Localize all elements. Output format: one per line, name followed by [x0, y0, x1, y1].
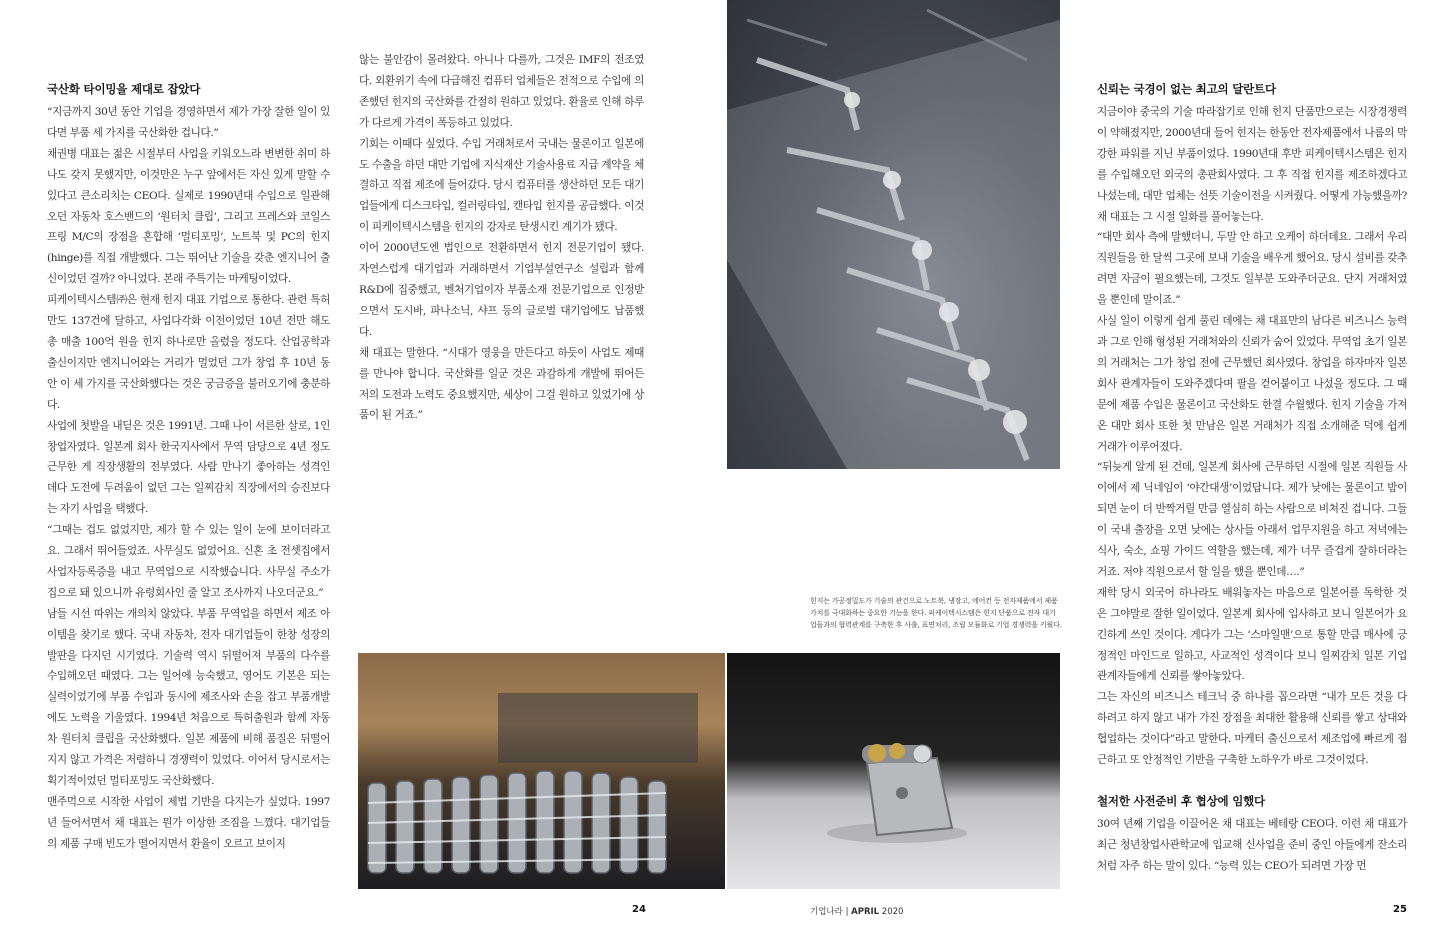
- single-hinge-photo: [727, 653, 1060, 889]
- paragraph: 지금이야 중국의 기술 따라잡기로 인해 힌지 단품만으로는 시장경쟁력이 약해졌지만, 2000년대 들어 힌지는 한동안 전자제품에서 나름의 막강한 파워를 지닌 부품이었다. 1990년대 후반 피케이텍시스템은 힌지를 수입해오던 외국의 총판회사였다. 그 후 직접 힌지를 제조하겠다고 나섰는데, 대만 업체는 선뜻 기술이전을 시켜줬다. 어떻게 가능했을까? 채 대표는 그 시절 일화를 풀어놓는다.: [1097, 106, 1407, 223]
- page-number-right: 25: [1393, 904, 1407, 915]
- article-column-3: [1097, 78, 1407, 877]
- paragraph: 기회는 이때다 싶었다. 수입 거래처로서 국내는 물론이고 일본에도 수출을 하던 대만 기업에 지식재산 기술사용료 지급 계약을 체결하고 직접 제조에 들어갔다. 당시 컴퓨터를 생산하던 모든 대기업들에게 디스크타입, 컬러링타입, 캔타입 힌지를 공급했다. 이것이 피케이텍시스템을 힌지의 강자로 탄생시킨 계기가 됐다.: [359, 137, 644, 234]
- magazine-name: 기업나라: [810, 907, 843, 917]
- spring-coils-photo: [358, 653, 725, 889]
- section-heading: 신뢰는 국경이 없는 최고의 달란트다: [1097, 82, 1276, 96]
- issue-month: APRIL: [851, 907, 880, 917]
- hinge-parts-photo: [727, 0, 1060, 469]
- paragraph: 사실 일이 이렇게 쉽게 풀린 데에는 채 대표만의 남다른 비즈니스 능력과 그로 인해 형성된 거래처와의 신뢰가 숨어 있었다. 무역업 초기 일본의 거래처는 그가 창업 전에 근무했던 회사였다. 창업을 하자마자 일본 회사 관계자들이 도와주겠다며 팔을 걷어붙이고 나섰을 정도다. 그 때문에 제품 수입은 물론이고 국산화도 한결 수월했다. 힌지 기술을 가져온 대만 회사 또한 첫 만남은 일본 거래처가 직접 소개해준 덕에 쉽게 거래가 이루어졌다.: [1097, 315, 1407, 453]
- paragraph: 남들 시선 따위는 개의치 않았다. 부품 무역업을 하면서 제조 아이템을 찾기로 했다. 국내 자동차, 전자 대기업들이 한창 성장의 발판을 다지던 시기였다. 기술력 역시 뒤떨어져 부품의 다수를 수입해오던 때였다. 그는 일어에 능숙했고, 영어도 기본은 되는 실력이었기에 부품 수입과 동시에 제조사와 손을 잡고 부품개발에도 노력을 기울였다. 1994년 처음으로 특허출원과 함께 자동차 원터치 클립을 국산화했다. 일본 제품에 비해 품질은 뒤떨어지지 않고 가격은 저렴하니 경쟁력이 있었다. 이어서 당시로서는 획기적이었던 멀티포밍도 국산화했다.: [47, 607, 330, 787]
- article-column-1: [47, 78, 330, 855]
- paragraph: 않는 불안감이 몰려왔다. 아니나 다를까, 그것은 IMF의 전조였다. 외환위기 속에 다급해진 컴퓨터 업체들은 전적으로 수입에 의존했던 힌지의 국산화를 간절히 원하고 있었다. 환율로 인해 하루가 다르게 가격이 폭등하고 있었다.: [359, 54, 644, 129]
- paragraph: 이어 2000년도엔 법인으로 전환하면서 힌지 전문기업이 됐다. 자연스럽게 대기업과 거래하면서 기업부설연구소 설립과 함께 R&D에 집중했고, 벤처기업이자 부품소재 전문기업으로 인정받으면서 도시바, 파나소닉, 샤프 등의 글로벌 대기업에도 납품했다.: [359, 242, 644, 338]
- paragraph: 채권병 대표는 젊은 시절부터 사업을 키워오느라 변변한 취미 하나도 갖지 못했지만, 이것만은 누구 앞에서든 자신 있게 말할 수 있다고 큰소리치는 CEO다. 실제로 1990년대 수입으로 일관해오던 자동차 호스밴드의 ‘원터치 클립’, 그리고 프레스와 코일스프링 M/C의 장점을 혼합해 ‘멀티포밍’, 노트북 및 PC의 힌지(hinge)를 직접 개발했다. 그는 뛰어난 기술을 갖춘 엔지니어 출신이었던 걸까? 아니었다. 본래 주특기는 마케팅이었다.: [47, 147, 330, 286]
- paragraph: “대만 회사 측에 말했더니, 두말 안 하고 오케이 하더데요. 그래서 우리 직원들을 한 달씩 그곳에 보내 기술을 배우게 했어요. 당시 설비를 갖추려면 자금이 필요했는데, 그것도 일부분 도와주더군요. 단지 거래처였을 뿐인데 말이죠.”: [1097, 231, 1407, 307]
- paragraph: “뒤늦게 알게 된 건데, 일본계 회사에 근무하던 시절에 일본 직원들 사이에서 제 닉네임이 ‘야간대생’이었답니다. 제가 낮에는 물론이고 밤이 되면 눈이 더 반짝거릴 만큼 열심히 하는 사람으로 비쳐진 겁니다. 그들이 국내 출장을 오면 낮에는 상사들 아래서 업무지원을 하고 저녁에는 식사, 숙소, 쇼핑 가이드 역할을 했는데, 제가 너무 즐겁게 잘하더라는 거죠. 저야 직원으로서 할 일을 했을 뿐인데….”: [1097, 461, 1407, 578]
- paragraph: 채 대표는 말한다. “시대가 영웅을 만든다고 하듯이 사업도 제때를 만나야 합니다. 국산화를 일군 것은 과감하게 개발에 뛰어든 저의 도전과 노력도 중요했지만, 세상이 그걸 원하고 있었기에 상품이 된 거죠.”: [359, 346, 644, 422]
- section-heading: 국산화 타이밍을 제대로 잡았다: [47, 82, 201, 96]
- paragraph: “그때는 겁도 없었지만, 제가 할 수 있는 일이 눈에 보이더라고요. 그래서 뛰어들었죠. 사무실도 없었어요. 신혼 초 전셋집에서 사업자등록증을 내고 무역업으로 시작했습니다. 사무실 주소가 집으로 돼 있으니까 유령회사인 줄 알고 조사까지 나오더군요.”: [47, 524, 330, 599]
- folio-separator: |: [845, 907, 849, 917]
- hinge-parts-illustration: [727, 0, 1060, 469]
- paragraph: “지금까지 30년 동안 기업을 경영하면서 제가 가장 잘한 일이 있다면 부품 세 가지를 국산화한 겁니다.”: [47, 106, 330, 139]
- spring-coils-illustration: [358, 653, 725, 889]
- paragraph: 30여 년째 기업을 이끌어온 채 대표는 베테랑 CEO다. 이런 채 대표가 최근 청년창업사관학교에 입교해 신사업을 준비 중인 아들에게 잔소리처럼 자주 하는 말이 있다. “능력 있는 CEO가 되려면 가장 먼: [1097, 818, 1407, 872]
- paragraph: 그는 자신의 비즈니스 테크닉 중 하나를 꼽으라면 “내가 모든 것을 다 하려고 하지 않고 내가 가진 장점을 최대한 활용해 신뢰를 쌓고 상대와 협업하는 것이다”라고 말한다. 마케터 출신으로서 제조업에 빠르게 접근하고 또 안정적인 기반을 구축한 노하우가 바로 그것이었다.: [1097, 691, 1407, 767]
- issue-year: 2020: [881, 907, 904, 917]
- section-heading: 철저한 사전준비 후 협상에 임했다: [1097, 794, 1265, 808]
- photo-caption: 힌지는 가공정밀도가 기술의 관건으로 노트북, 냉장고, 에어컨 등 전자제품에서 제품 가치를 극대화하는 중요한 기능을 한다. 피케이텍시스템은 힌지 단품으로 전자 대기업들과의 협력관계를 구축한 후 사출, 표면처리, 조립 모듈화로 기업 경쟁력을 키웠다.: [810, 597, 1062, 630]
- paragraph: 사업에 첫발을 내딛은 것은 1991년. 그때 나이 서른한 살로, 1인 창업자였다. 일본계 회사 한국지사에서 무역 담당으로 4년 정도 근무한 게 직장생활의 전부였다. 사람 만나기 좋아하는 성격인 데다 도전에 두려움이 없던 그는 일찌감치 직장에서의 승진보다는 자기 사업을 택했다.: [47, 419, 330, 516]
- single-hinge-illustration: [727, 653, 1060, 889]
- article-column-2: [359, 50, 644, 426]
- paragraph: 맨주먹으로 시작한 사업이 제법 기반을 다지는가 싶었다. 1997년 들어서면서 채 대표는 뭔가 이상한 조짐을 느꼈다. 대기업들의 제품 구매 빈도가 떨어지면서 환율이 오르고 보이지: [47, 795, 330, 850]
- page-number-left: 24: [632, 904, 646, 915]
- paragraph: 피케이텍시스템㈜은 현재 힌지 대표 기업으로 통한다. 관련 특허만도 137건에 달하고, 사업다각화 이전이었던 10년 전만 해도 총 매출 100억 원을 힌지 하나로만 올렸을 정도다. 산업공학과 출신이지만 엔지니어와는 거리가 멀었던 그가 창업 후 10년 동안 이 세 가지를 국산화했다는 것은 궁금증을 불러오기에 충분하다.: [47, 294, 330, 411]
- magazine-folio: [810, 905, 903, 917]
- paragraph: 재학 당시 외국어 하나라도 배워놓자는 마음으로 일본어를 독학한 것은 그야말로 잘한 일이었다. 일본계 회사에 입사하고 보니 일본어가 요긴하게 쓰인 것이다. 게다가 그는 ‘스마일맨’으로 통할 만큼 매사에 긍정적인 마인드로 일하고, 사교적인 성격이다 보니 일찌감치 일본 기업 관계자들에게 신뢰를 쌓아놓았다.: [1097, 586, 1407, 683]
